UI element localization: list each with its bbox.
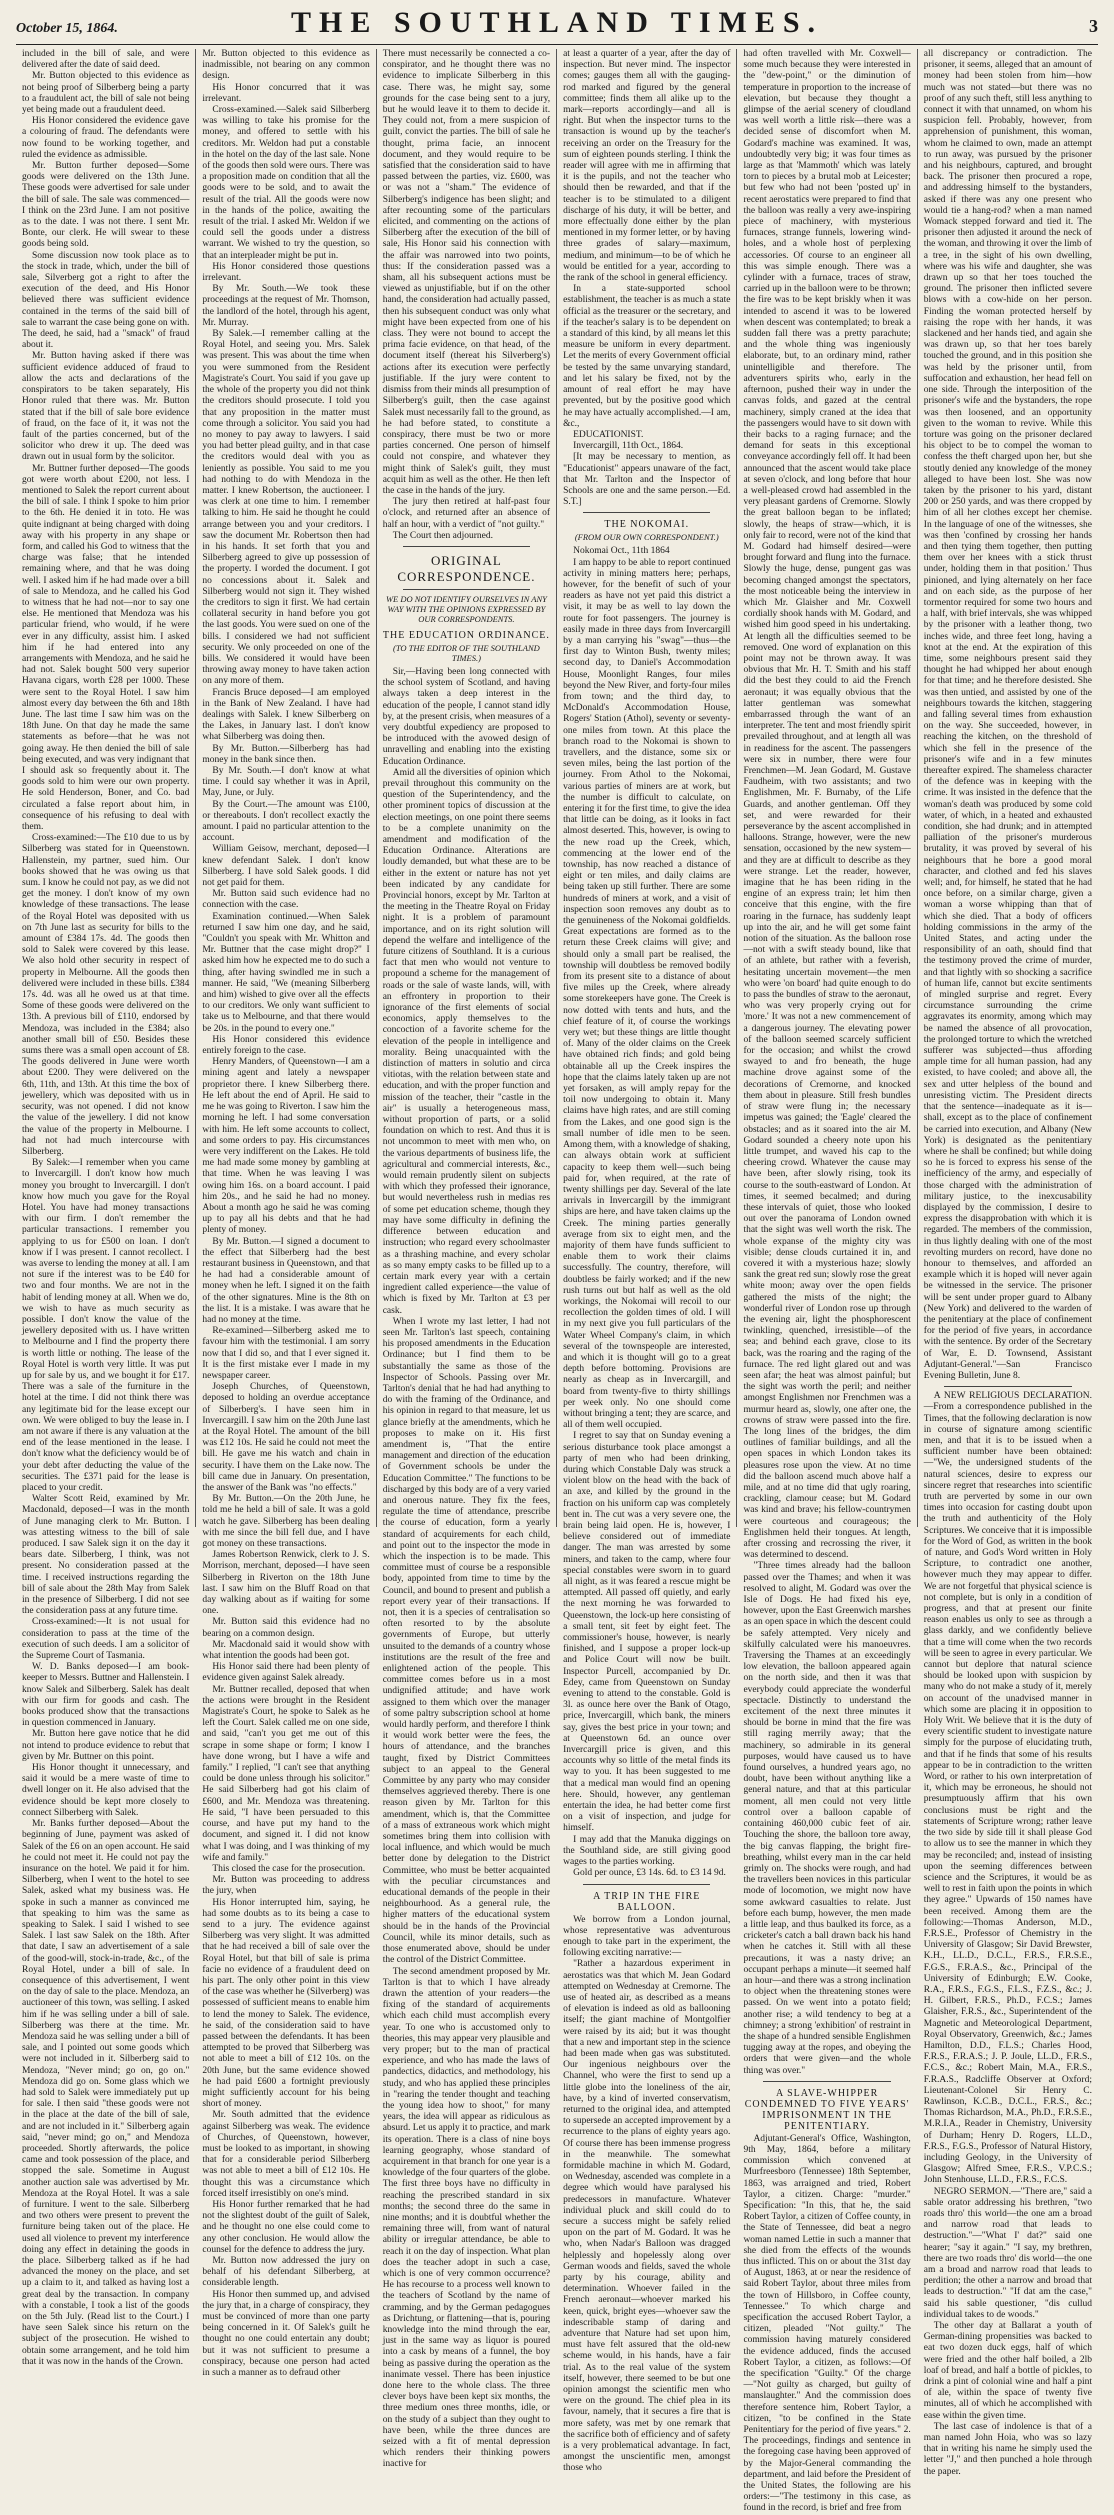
divider	[403, 589, 530, 590]
paragraph: There must necessarily be connected a co-conspirator, and he thought there was no evidence to implicate Silberberg in this case. There was, he might say, some grounds for the case being sent to a jury, but he would leave it to them to decide it. They could not, from a mere suspicion of guilt, convict the parties. The bill of sale he thought, prima facie, an innocent document, and they would require to be satisfied that the consideration said to have passed between the parties, viz. £600, was or was not a "sham." The evidence of Silberberg's indigence has been slight; and after recounting some of the particulars elicited, and commenting on the actions of Silberberg after the execution of the bill of sale, His Honor said his connection with the affair was narrowed into two points, thus: If the consideration passed was a sham, all his subsequent actions must be viewed as unjustifiable, but if on the other hand, the consideration had actually passed, then his subsequent conduct was only what might have been expected from one of his class. They were not bound to accept the prima facie evidence, on that head, of the document itself (thereat his Silverberg's) actions after its execution were perfectly justifiable. If the jury were content to dismiss from their minds all presumption of Silberberg's guilt, then the case against Salek must necessarily fall to the ground, as he had before stated, to constitute a conspiracy, there must be two or more parties concerned. One person of himself could not conspire, and whatever they might think of Salek's guilt, they must acquit him as well as the other. He then left the case in the hands of the jury.	[382, 49, 551, 496]
divider	[944, 1386, 1072, 1387]
paragraph: By Mr. South.—I don't know at what time. I could say whether it was in April, May, June, or July.	[202, 766, 370, 799]
paragraph: had often travelled with Mr. Coxwell—some much because they were interested in the "dew-point," or the diminution of temperature in proportion to the increase of elevation, but because they thought a glimpse of the aerial scenery of cloudland was well worth a little risk—there was a decided sense of discomfort when M. Godard's machine was examined. It was, undoubtedly very big; it was four times as large as that 'Mammoth' which was lately torn to pieces by a brutal mob at Leicester; but few who had not been 'posted up' in recent aerostatics were prepared to find that the balloon was really a very awe-inspiring piece of machinery, with mysterious furnaces, strange funnels, lowering wind-holes, and a whole host of perplexing accessories. Of course to an engineer all this was simple enough. There was a cylinder with a furnace, traces of straw, carried up in the balloon were to be thrown; the fire was to be kept briskly when it was intended to ascend it was to be lowered when descent was contemplated; to break a sudden fall there was a pretty parachute; and the whole thing was ingeniously elaborate, but, to an ordinary mind, rather unintelligible and therefore. The adventurers spirits who, early in the afternoon, pushed their way in under the canvas folds, and gazed at the central machinery, simply craned at the idea that the passengers would have to sit down with their backs to a raging furnace; and the demand for seats in this exceptional conveyance accordingly fell off. It had been announced that the ascent would take place at seven o'clock, and long before that hour a well-pleased crowd had assembled in the very pleasant gardens of Cremorne. Slowly the great balloon began to be inflated; slowly, the heaps of straw—which, it is only fair to record, were not of the kind that M. Godard had himself desired—were brought forward and flung into the furnace. Slowly the huge, dense, pungent gas was becoming changed amongst the spectators, the most noticeable being the interview in which Mr. Glaisher and Mr. Coxwell cordially shook hands with M. Godard, and wished him good speed in his undertaking. At length all the difficulties seemed to be removed. One word of explanation on this point may not be thrown away. It was obvious that Mr. H. T. Smith and his staff did the best they could to aid the French aeronaut; it was equally obvious that the latter gentleman was somewhat embarrassed through the want of an interpreter. The tent and most friendly spirit prevailed throughout, and at length all was in readiness for the ascent. The passengers were six in number, there were four Frenchmen—M. Jean Godard, M. Gustave Faudheim, with two assistants; and two Englishmen, Mr. F. Burnaby, of the Life Guards, and another gentleman. Off they set, and were rewarded for their perseverance by the ascent accomplished in halloons. Strange, however, were the new sensation, occasioned by the new system—and they are at difficult to describe as they were strange. Let the reader, however, imagine that he has been riding in the engine of an express train; let him then conceive that this engine, with the fire roaring in the furnace, has suddenly leapt up into the air, and he will get some faint notion of the situation. As the balloon rose—not with a swift steady bound, like that of an athlete, but rather with a feverish, hesitating uncertain movement—the men who were 'on board' had quite enough to do to pass the bundles of straw to the aeronaut, who was very properly crying out for 'more.' It was not a new commencement of a dangerous journey. The elevating power of the balloon seemed scarcely sufficient for the occasion; and whilst the crowd swayed to and fro beneath, the huge machine drove against some of the decorations of Cremorne, and knocked them about in pleasure. Still fresh bundles of straw were flung in; the necessary impetus was gained; the 'Eagle' cleared the obstacles; and as it soared into the air M. Godard sounded a cheery note upon his little trumpet, and waved his cap to the cheering crowd. Whatever the cause may have been, after slowly rising, took its course to the south-eastward of London. At times, it seemed becalmed; and during these intervals of quiet, those who looked out over the panorama of London owned that the sight was well worth the risk. The whole expanse of the mighty city was visible; dense clouds curtained it in, and covered it with a mysterious haze; slowly sank the great red sun; slowly rose the great white moon; away over the open fields gathered the mists of the night; the wonderful river of London rose up through the evening air, light the phosphorescent twinkling, quenched, irresistible—of the sea; and behind each grave, close to its back, was the roaring and the raging of the furnace. The red light glared out and was seen afar; the heat was almost painful; but the sight was worth the peril; and neither amongst Englishmen nor Frenchmen was a murmur heard as, slowly, one after one, the crowns of straw were passed into the fire. The long lines of the bridges, the dim outlines of familiar buildings, and all the open spaces in which London takes its pleasures rose upon the view. At no time did the balloon ascend much above half a mile, and at no time did that ugly roaring, crackling, clamour cease; but M. Godard was kind and brave; his fellow-countrymen were courteous and courageous; the Englishmen held their tongues. At length, after crossing and recrossing the river, it was determined to descend.	[743, 49, 911, 1561]
paragraph: Amid all the diversities of opinion which prevail throughout this community on the question of the Superintendency, and the other prominent topics of discussion at the election meetings, on one point there seems to be a complete unanimity on the amendment and modification of the Education Ordinance. Alterations are loudly demanded, but what these are to be either in the extent or nature has not yet been indicated by any candidate for Provincial honors, except by Mr. Tarlton at the meeting in the Theatre Royal on Friday night. It is a problem of paramount importance, and on its right solution will depend the welfare and intelligence of the future citizens of Southland. It is a curious fact that men who would not venture to propound a scheme for the management of roads or the sale of waste lands, will, with an effrontery in proportion to their ignorance of the first elements of social economics, apply themselves to the concoction of a favorite scheme for the elevation of the people in intelligence and morality. Being unacquainted with the distinction of matters in solutio and circa vitiotas, with the relation between state and education, and with the proper function and mission of the teacher, their "castle in the air" is usually a heterogeneous mass, without proportion of parts, or a solid foundation on which to rest. And thus it is not uncommon to meet with men who, on the various departments of business life, the agricultural and commercial interests, &c., would remain prudently silent on subjects with which they professed their ignorance, but would nevertheless rush in medias res of some pet education scheme, though they may have some difficulty in defining the difference between education and instruction; who regard every schoolmaster as a thrashing machine, and every scholar as so many empty casks to be filled up to a certain mark every year with a certain ingredient called experience—the value of which is fixed by Mr. Tarlton at £3 per cask.	[382, 767, 551, 1316]
paragraph: The other day at Ballarat a youth of German-dining propensities was backed to eat two dozen duck eggs, half of which were fried and the other half boiled, a 2lb loaf of bread, and half a bottle of pickles, to drink a pint of colonial wine and half a pint of ale, within the space of twenty five minutes, all of which he accomplished with ease within the given time.	[923, 2321, 1092, 2421]
paragraph: Mr. Button here gave notice that he did not intend to produce evidence to rebut that given by Mr. Buttner on this point.	[22, 1729, 190, 1762]
paragraph: Mr. Button objected to this evidence as inadmissible, not bearing on any common design.	[202, 49, 370, 82]
paragraph: His Honor thought it unnecessary, and said it would be a mere waste of time to dwell longer on it. He also advised that the evidence should be kept more closely to connect Silberberg with Salek.	[22, 1763, 190, 1818]
columns	[16, 49, 1098, 2514]
paragraph: His Honor considered the evidence gave a colouring of fraud. The defendants were now found to be working together, and ruled the evidence as admissible.	[22, 116, 190, 160]
divider	[763, 2081, 890, 2082]
paragraph: William Geisow, merchant, deposed—I knew defendant Salek. I don't know Silberberg. I have sold Salek goods. I did not get paid for them.	[202, 844, 370, 889]
paragraph: A NEW RELIGIOUS DECLARATION.—From a correspondence published in the Times, that the following declaration is now in course of signature among scientific men, and that it is to be issued when a sufficient number have been obtained:—"We, the undersigned students of the natural sciences, desire to express our sincere regret that researches into scientific truth are perverted by some in our own times into occasion for casting doubt upon the truth and authenticity of the Holy Scriptures. We conceive that it is impossible for the Word of God, as written in the book of nature, and God's Word written in Holy Scripture, to contradict one another, however much they may appear to differ. We are not forgetful that physical science is not complete, but is only in a condition of progress, and that at present our finite reason enables us only to see as through a glass darkly, and we confidently believe that a time will come when the two records will be seen to agree in every particular. We cannot but deplore that natural science should be looked upon with suspicion by many who do not make a study of it, merely on account of the unadvised manner in which some are placing it in opposition to Holy Writ. We believe that it is the duty of every scientific student to investigate nature simply for the purpose of elucidating truth, and that if he finds that some of his results appear to be in contradiction to the written Word, or rather to his own interpretation of it, which may be erroneous, he should not presumptuously affirm that his own conclusions must be right and the statements of Scripture wrong; rather leave the two side by side till it shall please God to allow us to see the manner in which they may be reconciled; and, instead of insisting upon the seeming differences between science and the Scriptures, it would be as well to rest in faith upon the points in which they agree." Upwards of 150 names have been received. Among them are the following:—Thomas Anderson, M.D., F.R.S.E., Professor of Chemistry in the University of Glasgow; Sir David Brewster, K.H., LL.D., D.C.L., F.R.S., F.R.S.E., F.G.S., F.R.A.S., &c., Principal of the University of Edinburgh; E.W. Cooke, R.A., F.R.S., F.G.S., F.L.S., F.Z.S., &c.; J. H. Gilbert, F.R.S., Ph.D., F.C.S.; James Glaisher, F.R.S., &c., Superintendent of the Magnetic and Meteorological Department, Royal Observatory, Greenwich, &c.; James Hamilton, D.D., F.L.S.; Charles Hood, F.R.S., F.R.A.S.; J. P. Joule, LL.D., F.R.S., F.C.S., &c.; Robert Main, M.A., F.R.S., F.R.A.S., Radcliffe Observer at Oxford; Lieutenant-Colonel Sir Henry C. Rawlinson, K.C.B., D.C.L., F.R.S., &c.; Thomas Richardson, M.A., Ph.D., F.R.S.E., M.R.I.A., Reader in Chemistry, University of Durham; Henry D. Rogers, LL.D., F.R.S., F.G.S., Professor of Natural History, including Geology, in the University of Glasgow; Alfred Smee, F.R.S., V.P.C.S.; John Stenhouse, LL.D., F.R.S., F.C.S.	[923, 1391, 1092, 2186]
paragraph: Adjutant-General's Office, Washington, 9th May, 1864, before a military commission which convened at Murfreesboro (Tennessee) 18th September, 1863, was arraigned and tried, Robert Taylor, a citizen. Charge: "murder." Specification: "In this, that he, the said Robert Taylor, a citizen of Coffee county, in the State of Tennessee, did beat a negro woman named Lettie in such a manner that she died from the effects of the wounds thus inflicted. This on or about the 31st day of August, 1863, at or near the residence of said Robert Taylor, about three miles from the town of Hillsboro, in Coffee county, Tennessee." To which charge and specification the accused Robert Taylor, a citizen, pleaded "Not guilty." The commission having maturely considered the evidence adduced, finds the accused Robert Taylor, a citizen, as follows:—Of the specification "Guilty." Of the charge—"Not guilty as charged, but guilty of manslaughter." And the commission does therefore sentence him, Robert Taylor, a citizen, "to be confined in the State Penitentiary for the period of five years." 2. The proceedings, findings and sentence in the foregoing case having been approved of by the Major-General commanding the department, and laid before the President of the United States, the following are his orders:—"The testimony in this case, as found in the record, is brief and free from	[743, 2133, 911, 2514]
paragraph: His Honor concurred that it was irrelevant.	[202, 82, 370, 104]
dateline: Nokomai Oct., 11th 1864	[573, 546, 670, 557]
paragraph: By Mr. South.—We took these proceedings at the request of Mr. Thomson, the landlord of the hotel, through his agent, Mr. Murray.	[202, 284, 370, 328]
paragraph: His Honor said there had been plenty of evidence given against Salek already.	[202, 1662, 370, 1684]
paragraph: I may add that the Manuka diggings on the Southland side, are still giving good wages to the parties working.	[563, 1834, 731, 1868]
paragraph: His Honor considered this evidence entirely foreign to the case.	[202, 1034, 370, 1057]
paragraph: By Salek:—I remember when you came to Invercargill. I don't know how much money you brought to Invercargill. I don't know how much you gave for the Royal Hotel. You have had money transactions with our firm. I don't remember the particular transactions. I remember you applying to us for £500 on loan. I don't know if I was present. I cannot recollect. I was averse to lending the money at all. I am not sure if the interest was to be £40 for two and four months. We are not in the habit of lending money at all. When we do, we wish to have as much security as possible. I don't know the value of the jewellery deposited with us. I have written to Melbourne and I find the property there is worth little or nothing. The lease of the Royal Hotel is worth very little. It was put up for sale by us, and we bought it for £17. There was a sale of the furniture in the hotel at the time. I did not think there was any legitimate bid for the lease except our own. We were obliged to buy the lease in. I am not aware if there is any valuation at the end of the lease mentioned in the lease. I don't know what the deficiency would be of your debt after deducting the value of the securities. The £371 paid for the lease is placed to your credit.	[22, 1158, 190, 1493]
article-heading-slave-whipper: A SLAVE-WHIPPER CONDEMNED TO FIVE YEARS' IMPRISONMENT IN THE PENITENTIARY.	[744, 2087, 910, 2132]
article-heading-education: THE EDUCATION ORDINANCE.	[382, 629, 550, 641]
paragraph: The last case of indolence is that of a man named John Hoia, who was so lazy that in writing his name he simply used the letter "J," and then punched a hole through the paper.	[923, 2421, 1092, 2477]
paragraph: Sir,—Having been long connected with the school system of Scotland, and having always taken a deep interest in the education of the people, I cannot stand idly by, at the present crisis, when measures of a very doubtful expediency are proposed to be introduced with the avowed design of unravelling and enabling into the existing Education Ordinance.	[382, 666, 551, 767]
column-2	[196, 49, 376, 2379]
paragraph: Francis Bruce deposed—I am employed in the Bank of New Zealand. I have had dealings with Salek. I knew Silberberg on the Lakes, in January last. I don't know what Silberberg was doing then.	[202, 687, 370, 743]
paragraph: By Mr. Button.—On the 20th June, he told me he held a bill of sale. It was a gold watch he gave. Silberberg has been dealing with me since the bill fell due, and I have got money on these transactions.	[202, 1494, 370, 1550]
paragraph: By Salek.—I remember calling at the Royal Hotel, and seeing you. Mrs. Salek was present. This was about the time when you were summoned from the Resident Magistrate's Court. You said if you gave up the whole of the property you did not think the creditors should prosecute. I told you that any proposition in the matter must come through a solicitor. You said you had no money to pay away to lawyers. I said you had better plead guilty, and in that case the creditors would deal with you as leniently as possible. You said to me you had nothing to do with Mendoza in the matter. I knew Robertson, the auctioneer. I was clerk at one time to him. I remember talking to him. He said he thought he could arrange between you and your creditors. I saw the document Mr. Robertson then had in his hands. It set forth that you and Silberberg agreed to give up possession of the property. I worded the document. I got no concessions about it. Salek and Silberberg would not sign it. They wished the creditors to sign it first. We had certain collateral security in hand before you got the last goods. You were sued on one of the bills. I considered we had not sufficient security. We only proceeded on one of the bills. We considered it would have been throwing away money to have taken action on any more of them.	[202, 329, 370, 687]
paragraph: Mr. Button now addressed the jury on behalf of his defendant Silberberg, at considerable length.	[202, 2256, 370, 2289]
paragraph: at least a quarter of a year, after the day of inspection. But never mind. The inspector comes; gauges them all with the gauging-rod marked and figured by the general committee; finds them all alike up to the mark—reports accordingly—and all is right. But when the inspector turns to the transaction is wound up by the teacher's receiving an order on the Treasury for the sum of eighteen pounds sterling. I think the reader will agree with me in affirming that it is the pupils, and not the teacher who should then be rewarded, and that if the teacher is to be stimulated to a diligent discharge of his duty, it will be better, and more effectually done either by the plan mentioned in my former letter, or by having three grades of salary—maximum, medium, and minimum—to be of which he would be entitled for a year, according to the rank of the school in general efficiency.	[563, 49, 731, 284]
column-4	[557, 49, 737, 2474]
column-1	[16, 49, 196, 2367]
letter-signature: EDUCATIONIST.	[573, 429, 644, 440]
paragraph: Cross-examined:—It is not usual for consideration to pass at the time of the execution of such deeds. I am a solicitor of the Supreme Court of Tasmania.	[22, 1617, 190, 1662]
masthead	[16, 6, 1098, 45]
paragraph: Mr. Button having asked if there was sufficient evidence adduced of fraud to allow the acts and declarations of the conspirators to be taken separately, His Honor ruled that there was. Mr. Button stated that if the bill of sale bore evidence of fraud, on the face of it, it was not the fault of the parties concerned, but of the solicitor who drew it up. The deed was drawn out in usual form by the solicitor.	[22, 351, 190, 463]
article-subheading: (TO THE EDITOR OF THE SOUTHLAND TIMES.)	[392, 642, 540, 663]
paragraph: By Mr. Button.—I signed a document to the effect that Silberberg had the best restaurant business in Queenstown, and that he had had a considerable amount of money when he left. I signed it on the faith of the other signatures. Mine is the 8th on the list. It is a mistake. I was aware that he had no money at the time.	[202, 1236, 370, 1325]
paragraph: Walter Scott Reid, examined by Mr. Macdonald, deposed—I was in the month of June managing clerk to Mr. Button. I was attesting witness to the bill of sale produced. I saw Salek sign it on the day it bears date. Silberberg, I think, was not present. No consideration passed at the time. I received instructions regarding the bill of sale about the 28th May from Salek in the presence of Silberberg. I did not see the consideration pass at any future time.	[22, 1494, 190, 1617]
column-6	[918, 49, 1098, 2477]
section-heading-correspondence: ORIGINAL CORRESPONDENCE.	[397, 552, 536, 584]
paragraph: Mr. Buttner further deposed—The goods got were worth about £200, not less. I mentioned to Salek the report current about the bill of sale. I think I spoke to him prior to the 6th. He denied it in toto. He was quite indignant at being charged with doing away with his property in any shape or form, and called his God to witness that the charge was false; that he intended remaining where, and that he was doing well. I asked him if he had made over a bill of sale to Mendoza, and he called his God to witness that he had not—nor to say one else. He mentioned that Mendoza was his particular friend, who would, if he were ever in any difficulty, assist him. I asked him if he had entered into any arrangements with Mendoza, and he said he had not. Salek bought 500 very superior Havana cigars, worth £28 per 1000. These were sent to the Royal Hotel. I saw him almost every day between the 6th and 18th June. The last time I saw him was on the 18th June. On that day he made the same statements as before—that he was not going away. He then denied the bill of sale being executed, and was very indignant that I should ask so frequently about it. The goods sold to him were our own property. He sold Henderson, Boner, and Co. bad circulated a false report about him, in consequence of his refusing to deal with them.	[22, 463, 190, 833]
article-heading-balloon: A TRIP IN THE FIRE BALLOON.	[593, 1890, 701, 1913]
column-5	[737, 49, 917, 2514]
paragraph: NEGRO SERMON.—"There are," said a sable orator addressing his brethren, "two roads thro' this world—the one am a broad and narrow road that leads to destruction."—"What I' dat?" said one hearer; "say it again." "I say, my brethren, there are two roads thro' dis world—the one am a broad and narrow road that leads to perdition; the other a narrow and broad that leads to destruction." "If dat am the case," said his sable questioner, "dis cullud individual takes to de woods."	[923, 2186, 1092, 2320]
paragraph: I regret to say that on Sunday evening a serious disturbance took place amongst a party of men who had been drinking, during which Constable Daly was struck a violent blow on the head with the back of an axe, and killed by the ground in the fraction on his uniform cap was completely bent in. The cut was a very severe one, the brain being laid open. He is, however, I believe considered out of immediate danger. The man was arrested by some miners, and taken to the camp, where four special constables were sworn in to guard all night, as it was feared a rescue might be attempted. All passed off quietly, and early the next morning he was forwarded to Queenstown, the lock-up here consisting of a small tent, sit feet by eight feet. The commissioner's house, however, is nearly finished, and I suppose a proper lock-up and Police Court will now be built. Inspector Purcell, accompanied by Dr. Edey, came from Queenstown on Sunday evening to attend to the constable. Gold is 3l. as ounce here over the Bank of Otago, price, Invercargill, which bank, the miners say, gives the best price in your town; and at Queenstown 6d. an ounce over Invercargill price is given, and this accounts why so little of the metal finds its way to you. It has been suggested to me that a medical man would find an opening here. Should, however, any gentleman entertain the idea, he had better come first on a visit of inspection, and judge for himself.	[563, 1431, 731, 1834]
paragraph: The second amendment proposed by Mr. Tarlton is that to which I have already drawn the attention of your readers—the fixing of the standard of acquirements which each child must accomplish every year. To one who is accustomed only to theories, this may appear very plausible and very proper; but to the man of practical experience, and who has made the laws of pandectics, didactics, and methodology, his study, and who has applied these principles in "rearing the tender thought and teaching the young idea how to shoot," for many years, the idea will appear as ridiculous as absurd. Let us apply it to practice, and mark its operation. There is a class of nine boys learning geography, whose standard of acquirement in that branch for one year is a knowledge of the four quarters of the globe. The first three boys have no difficulty in reaching the prescribed standard in six months; the second three do the same in nine months; and it is doubtful whether the remaining three will, from want of natural ability or irregular attendance, be able to reach it on the day of inspection. What plan does the teacher adopt in such a case, which is one of very common occurrence? He has recourse to a process well known to the teachers of Scotland by the name of cramming, and by the German pedagogues as Drichtung, or flattening—that is, pouring knowledge into the mind through the ear, just in the same way as liquor is poured into a cask by means of a funnel, the boy being as passive during the operation as the inanimate vessel. There has been injustice done here to the whole class. The three clever boys have been kept six months, the three medium ones three months, idle, or on the study of a subject than they ought to have been, while the three dunces are seized with a fit of mental depression which renders their thinking powers inactive for	[382, 1966, 551, 2470]
paragraph: This closed the case for the prosecution.	[212, 1863, 366, 1874]
column-3	[377, 49, 557, 2470]
paragraph: Some discussion now took place as to the stock in trade, which, under the bill of sale, Silverberg got a right to after the execution of the deed, and His Honor believed there was sufficient evidence contained in the terms of the said bill of sale to warrant the case being gone on with. The deed, he said, had a "smack" of fraud about it.	[22, 250, 190, 351]
paragraph: His Honor further remarked that he had not the slightest doubt of the guilt of Salek, and he thought no one else could come to any other conclusion. He would allow the counsel for the defence to address the jury.	[202, 2200, 370, 2255]
paragraph: W. D. Banks deposed—I am book-keeper to Messrs. Buttner and Hallenstein. I know Salek and Silberberg. Salek has dealt with our firm for goods and cash. The books produced show that the transactions in question commenced in January.	[22, 1662, 190, 1729]
paragraph: His Honor then summed up, and advised the jury that, in a charge of conspiracy, they must be convinced of more than one party being concerned in it. Of Salek's guilt he thought no one could entertain any doubt; but it was not sufficient to presume a conspiracy, because one person had acted in such a manner as to defraud other	[202, 2289, 370, 2379]
page-number: 3	[1089, 16, 1098, 36]
paragraph: His Honor interrupted him, saying, he had some doubts as to its being a case to send to a jury. The evidence against Silberberg was very slight. It was admitted that he had received a bill of sale over the Royal Hotel, but that bill of sale is prima facie no evidence of a fraudulent deed on his part. The only other point in this view of the case was whether he (Silverberg) was possessed of sufficient means to enable him to lend the money to Salek. The evidence, he said, of the consideration said to have passed between the defendants. It has been attempted to be proved that Silberberg was not able to meet a bill of £12 10s. on the 20th June, but the same evidence showed he had paid £600 a fortnight previously might sufficiently account for his being short of money.	[202, 1897, 370, 2110]
paragraph: His Honor considered those questions irrelevant.	[202, 261, 370, 284]
paragraph: Mr. Buttner recalled, deposed that when the actions were brought in the Resident Magistrate's Court, he spoke to Salek as he left the Court. Salek called me on one side, and said, "can't you get me out of this scrape in some shape or form; I know I have done wrong, but I have a wife and family." I replied, "I can't see that anything could be done unless through his solicitor." He said Silberberg had got his claim of £600, and Mr. Mendoza was threatening. He said, "I have been persuaded to this course, and have put my hand to the document, and signed it. I did not know what I was doing, and I was thinking of my wife and family."	[202, 1684, 370, 1863]
paragraph: The Court then adjourned.	[392, 530, 493, 541]
paragraph: Henry Manders, of Queenstown—I am a mining agent and lately a newspaper proprietor there. I knew Silberberg there. He left about the end of April. He said to me he was going to Riverton. I saw him the morning he left. I had some conversation with him. He left some accounts to collect, and some orders to pay. His circumstances were very indifferent on the Lakes. He told me had made some money by gambling at that time. When he was leaving I was owing him 16s. on a board account. I paid him 20s., and he said he had no money. About a month ago he said he was coming up to pay all his debts and that he had plenty of money.	[202, 1057, 370, 1236]
paragraph: James Robertson Renwick, clerk to J. S. Morrison, merchant, deposed—I have seen Silberberg in Riverton on the 18th June last. I saw him on the Bluff Road on that day walking about as if waiting for some one.	[202, 1550, 370, 1617]
paragraph: Gold per ounce, £3 14s. 6d. to £3 14 9d.	[573, 1868, 726, 1879]
newspaper-title: THE SOUTHLAND TIMES.	[290, 6, 824, 39]
paragraph: [It may be necessary to mention, as "Educationist" appears unaware of the fact, that Mr. Tarlton and the Inspector of Schools are one and the same person.—Ed. S.T.]	[563, 452, 731, 508]
issue-date: October 15, 1864.	[16, 21, 118, 36]
paragraph: Mr. Button was proceeding to address the jury, when	[202, 1875, 370, 1897]
paragraph: In a state-supported school establishment, the teacher is as much a state official as the treasurer or the secretary, and if the teacher's salary is to be dependent on a standard of this kind, by all means let this measure be uniform in every department. Let the merits of every Government official be tested by the same unvarying standard, and let his salary be fixed, not by the amount of real effort he may have prevented, but by the positive good which he may have actually accomplished.—I am, &c.,	[563, 284, 731, 429]
article-subheading: (FROM OUR OWN CORRESPONDENT.)	[574, 532, 719, 543]
divider	[583, 1884, 710, 1885]
paragraph: "Three times already had the balloon passed over the Thames; and when it was resolved to alight, M. Godard was over the Isle of Dogs. He had fixed his eye, however, upon the East Greenwich marshes as an open space in which the descent could be safely attempted. Very nicely and skilfully calculated were his manoeuvres. Traversing the Thames at an exceedingly low elevation, the balloon appeared again on the north side, and then it was that everybody could appreciate the wonderful spectacle. Distinctly to understand the excitement of the next three minutes it should be borne in mind that the fire was still raging merrily away; that the machinery, so admirable in its general purposes, would have caused us to have found ourselves, a hundred years ago, no doubt, have been without anything like a general nature, and that at this particular moment, all men could not very little control over a balloon capable of containing 460,000 cubic feet of air. Touching the shore, the balloon tore away, the big canvas flapping, the bright fire-breathing, whilst every man in the car held grimly on. The shocks were rough, and had the travellers been novices in this particular mode of locomotion, we might now have some awkward casualties to relate. Just before each bump, however, the men made a little leap, and thus baulked its force, as a cricketer's catch a ball drawn back his hand when he catches it. Still with all these precautions, it was a nasty drive; an occupant perhaps a minute—it seemed half an hour—and there was a strong inclination to object when the threatening stones were passed. On we went into a potato field; another rise; a wild tendency to beg at a chimney; a strong 'exhibition' of restraint in the shape of a hundred sensible Englishmen tugging away at the ropes, and obeying the orders that were given—and the whole thing was over."	[743, 1561, 911, 2076]
paragraph: Mr. Button objected to this evidence as not being proof of Silberberg being a party to a fraudulent act, the bill of sale not being yet being made out a fraudulent deed.	[22, 71, 190, 116]
paragraph: Joseph Churches, of Queenstown, deposed to holding an overdue acceptance of Silberberg's. I have seen him in Invercargill. I saw him on the 20th June last at the Royal Hotel. The amount of the bill was £12 10s. He said he could not meet the bill. He gave me his watch and chain in security. I have them on the Lake now. The bill came due in January. On presentation, the answer of the Bank was "no effects."	[202, 1382, 370, 1493]
paragraph: Mr. Banks further deposed—About the beginning of June, payment was asked of Salek of the £6 on an open account. He said he could not meet it. He could not pay the insurance on the hotel. We paid it for him. Silberberg, when I went to the hotel to see Salek, asked what my business was. He spoke in such a manner as convinced me that speaking to him was the same as speaking to Salek. I said I wished to see Salek. I last saw Salek on the 18th. After that date, I saw an advertisement of a sale of the good-will, stock-in-trade, &c., of the Royal Hotel, under a bill of sale. In consequence of this advertisement, I went on the day of sale to the place. Mendoza, an auctioneer of this town, was selling. I asked him if he was selling under a bill of sale. Silberberg was there at the time. Mr. Mendoza said he was selling under a bill of sale, and I pointed out some goods which were not included in it. Silberberg said to Mendoza, "Never mind; go on, go on." Mendoza did go on. Some glass which we had sold to Salek were immediately put up for sale. I then said "these goods were not in the place at the date of the bill of sale, and are not included in it." Silberberg again said, "never mind; go on," and Mendoza proceeded. Shortly afterwards, the police came and took possession of the place, and stopped the sale. Sometime in August another auction sale was advertised by Mr. Mendoza at the Royal Hotel. It was a sale of furniture. I went to the sale. Silberberg and two others were present to prevent the furniture being taken out of the place. He used all violence to prevent my interference doing any effect in detaining the goods in the place. Silberberg talked as if he had advanced the money on the place, and set up a claim to it, and talked as having lost a great deal by the transaction. In company with a constable, I took a list of the goods on the 5th July. (Read list to the Court.) I have seen Salek since his return on the subject of the prosecution. He wished to obtain some arrangement, and he told him that it was now in the hands of the Crown.	[22, 1819, 190, 2367]
divider	[403, 546, 530, 547]
section-disclaimer: WE DO NOT IDENTIFY OURSELVES IN ANY WAY WITH THE OPINIONS EXPRESSED BY OUR CORRESPONDENTS.	[385, 593, 547, 624]
paragraph: Cross-examined.—Salek said Silberberg was willing to take his promise for the money, and offered to settle with his creditors. Mr. Weldon had put a constable in the hotel on the day of the last sale. None of the goods then sold were ours. There was a proposition made on condition that all the goods were to be sold, and to await the result of the trial. All the goods were now in the hands of the police, awaiting the result of the trial. I asked Mr. Weldon if we could sell the goods under a distress warrant. We wished to try the question, so that an interpleader might be put in.	[202, 105, 370, 261]
paragraph: Mr. South admitted that the evidence against Silberberg was weak. The evidence of Churches, of Queenstown, however, must be looked to as important, in showing that for a considerable period Silberberg was not able to meet a bill of £12 10s. He thought this was a circumstance which forced itself irresistibly on one's mind.	[202, 2110, 370, 2199]
paragraph: We borrow from a London journal, whose representative was adventurous enough to take part in the experiment, the following exciting narrative:—	[563, 1914, 731, 1959]
paragraph: Re-examined—Silberberg asked me to favour him with the testimonial. I am sorry now that I did so, and that I ever signed it. It is the first mistake ever I made in my newspaper career.	[202, 1326, 370, 1381]
divider	[583, 512, 710, 513]
paragraph: Examination continued.—When Salek returned I saw him one day, and he said, "Couldn't you speak with Mr. Whitton and Mr. Buttner that the case might drop?" I asked him how he expected me to do such a thing, after having swindled me in such a manner. He said, "We (meaning Silberberg and him) wished to give over all the effects to our creditors. We only want sufficient to take us to Melbourne, and that there would be 20s. in the pound to every one."	[202, 911, 370, 1034]
paragraph: By Mr. Button.—Silberberg has had money in the bank since then.	[202, 743, 370, 765]
article-heading-nokomai: THE NOKOMAI.	[604, 519, 690, 531]
paragraph: Mr. Button further deposed—Some goods were delivered on the 13th June. These goods were advertised for sale under the bill of sale. The sale was commenced—I think on the 23rd June. I am not positive as to the date. I was not there. I sent Mr. Bonte, our clerk. He will swear to these goods being sold.	[22, 161, 190, 250]
paragraph: "Rather a hazardous experiment in aerostatics was that which M. Jean Godard attempted on Wednesday at Cremorne. The use of heated air, as described as a means of elevation is indeed as old as ballooning itself; the giant machine of Montgolfier were raised by its aid; but it was thought that a new and important step in the science had been made when gas was substituted. Our ingenious neighbours over the Channel, who were the first to send up a little globe into the loneliness of the air, have, by a kind of inverted conservatism, returned to the original idea, and attempted to supersede an accepted improvement by a recurrence to the plans of eighty years ago. Of course there has been immense progress in the meanwhile. The somewhat formidable machine in which M. Godard, on Wednesday, ascended was complete in a degree which would have paralysed his predecessors in manufacture. Whatever individual pluck and skill could do to secure a success might be safely relied upon on the part of M. Godard. It was he who, when Nadar's Balloon was dragged helplessly and hopelessly along over German woods and fields, saved the whole party by his courage, ability and determination. Whoever failed in the French aeronaut—whoever marked his keen, quick, bright eyes—whoever saw the indescribable stamp of daring and adventure that Nature had set upon him, must have felt assured that the old-new scheme would, in his hands, have a fair trial. As to the real value of the system itself, however, there seemed to be but one opinion amongst the scientific men who were on the ground. The chief plea in its favour, namely, that it secures a fire that is more safety, was met by one remark that the sacrifice both of efficiency and of safety is a very problematical advantage. In fact, amongst the unscientific men, amongst those who	[563, 1959, 731, 2474]
paragraph: Invercargill, 11th Oct., 1864.	[573, 441, 684, 452]
paragraph: By the Court.—The amount was £100, or thereabouts. I don't recollect exactly the amount. I paid no particular attention to the account.	[202, 799, 370, 844]
paragraph: Cross-examined:—The £10 due to us by Silberberg was stated for in Queenstown. Hallenstein, my partner, sued him. Our books showed that he was owing us that sum. I know he could not pay, as we did not get the money. I don't know of my own knowledge of these transactions. The lease of the Royal Hotel was deposited with us on 7th June last as security for bills to the amount of £384 17s. 4d. The goods then sold to Salek were covered by this lease. We also hold other security in respect of property in Melbourne. All the goods then delivered were included in these bills. £384 17s. 4d. was all he owed us at that time. Some of these goods were delivered on the 13th. A previous bill of £110, endorsed by Mendoza, was included in the £384; also another small bill of £50. Besides these sums there was a small open account of £8. The goods delivered in June were worth about £200. They were delivered on the 6th, 11th, and 13th. At this time the box of jewellery, which was deposited with us in security, was not opened. I did not know the value of the jewellery. I did not know the value of the property in Melbourne. I had not had much intercourse with Silberberg.	[22, 833, 190, 1157]
paragraph: Mr. Button said such evidence had no connection with the case.	[202, 889, 370, 911]
paragraph: Mr. Button said this evidence had no bearing on a common design.	[202, 1617, 370, 1639]
paragraph: I am happy to be able to report continued activity in mining matters here; perhaps, however, for the benefit of such of your readers as have not yet paid this district a visit, it may be as well to lay down the route for foot passengers. The journey is easily made in three days from Invercargill by a man carrying his "swag"—thus—the first day to Winton Bush, twenty miles; second day, to Daniel's Accommodation House, Moonlight Ranges, four miles beyond the New River, and forty-four miles from town; and the third day, to McDonald's Accommodation House, Rogers' Station (Athol), seventy or seventy-one miles from town. At this place the branch road to the Nokomai is shown to travellers, and the distance, some six or seven miles, being the last portion of the journey. From Athol to the Nokomai, various parties of miners are at work, but the number is difficult to calculate, on entering it for the first time, to give the idea that little can be doing, as it looks in fact almost deserted. This, however, is owing to the new road up the Creek, which, commencing at the lower end of the township, has now reached a distance of eight or ten miles, and daily claims are being taken up still further. There are some hundreds of miners at work, and a visit of inspection soon removes any doubt as to the genuineness of the Nokomai goldfields. Great expectations are formed as to the return these Creek claims will give; and should only a small part be realised, the township will doubtless be removed bodily from its present site to a distance of about five miles up the Creek, where already some storekeepers have gone. The Creek is now dotted with tents and huts, and the chief feature of it, of course the workings very wet; but these things are little thought of. Many of the older claims on the Creek have obtained rich finds; and gold being obtainable all up the Creek inspires the hope that the claims lately taken up are not yet forsaken, as will amply repay for the toil now undergoing to obtain it. Many claims have high rates, and are still coming from the Lakes, and one good sign is the small number of idle men to be seen. Among them, with a knowledge of shaking, can always obtain work at sufficient capacity to keep them well—such being paid for, when required, at the rate of twenty shillings per day. Several of the late arrivals in Invercargill by the immigrant ships are here, and have taken claims up the Creek. The mining parties generally average from six to eight men, and the majority of them have funds sufficient to enable them to work their claims successfully. The country, therefore, will doubtless be fairly worked; and if the new rush turns out but half as well as the old workings, the Nokomai will recoil to our recollection the golden times of old. I will in my next give you full particulars of the Water Wheel Company's claim, in which several of the townspeople are interested, and which it is thought will go to a great depth before bottoming. Provisions are nearly as cheap as in Invercargill, and board from twenty-five to thirty shillings per week only. No one should come without bringing a tent; they are scarce, and all of them well occupied.	[563, 557, 731, 1431]
paragraph: The jury then retired at half-past four o'clock, and returned after an absence of half an hour, with a verdict of "not guilty."	[382, 497, 551, 530]
paragraph: all discrepancy or contradiction. The prisoner, it seems, alleged that an amount of money had been stolen from him—how much was not stated—but there was no proof of any such theft, still less anything to connect it with that unnamed, on whom his suspicion fell. Probably, however, from apprehension of punishment, this woman, whom he claimed to own, made an attempt to run away, was pursued by the prisoner and his neighbours, captured, and brought back. The prisoner then procured a rope, and addressing himself to the bystanders, asked if there was any one present who would tie a hang-rod? when a man named Womack stepped forward and tied it. The prisoner then adjusted it around the neck of the woman, and throwing it over the limb of a tree, in the sight of his own dwelling, where was his wife and daughter, she was drawn up so that her toes touched the ground. The prisoner then inflicted severe blows with a cow-hide on her person. Finding the woman protected herself by raising the rope with her hands, it was slackened and her hands tied, and again she was drawn up, so that her toes barely touched the ground, and in this position she was held by the prisoner until, from suffocation and exhaustion, her head fell on one side. Through the interposition of the prisoner's wife and the bystanders, the rope was then loosened, and an opportunity given to the woman to revive. While this torture was going on the prisoner declared his object to be to compel the woman to confess the theft charged upon her, but she stoutly denied any knowledge of the money alleged to have been lost. She was now taken by the prisoner to his yard, distant 200 or 250 yards, and was there cropped by him of all her clothes except her chemise. In the language of one of the witnesses, she was then 'confined by crossing her hands and then tying them together, then putting them over her knees with a stick thrust under, holding them in that position.' Thus pinioned, and lying alternately on her face and on each side, as the purpose of her tormentor required for some two hours and a half, with brief intervals, she was whipped by the prisoner with a leather thong, two inches wide, and three feet long, having a knot at the end. At the expiration of this time, some neighbours present said they thought he had whipped her about enough for that time; and he therefore desisted. She was then untied, and assisted by one of the neighbours towards the kitchen, staggering and falling several times from exhaustion on the way. She succeeded, however, in reaching the kitchen, on the threshold of which she fell in the presence of the prisoner's wife and in a few minutes thereafter expired. The shameless character of the defence was in keeping with the crime. It was insisted in the defence that the woman's death was produced by some cold water, of which, in a heated and exhausted condition, she had drunk; and in attempted palliation of the prisoner's murderous brutality, it was proved by several of his neighbours that he bore a good moral character, and clothed and fed his slaves well; and, for himself, he stated that he had once before, on a similar charge, given a woman a worse whipping than that of which she died. That a body of officers holding commissions in the army of the United States, and acting under the responsibility of an oath, should find that the testimony proved the crime of murder, and that lightly with so shocking a sacrifice of human life, cannot but excite sentiments of mingled surprise and regret. Every circumstance surrounding the crime aggravates its enormity, among which may be named the absence of all provocation, the prolonged torture to which the wretched sufferer was subjected—thus affording ample time for all human passion, had any existed, to have cooled; and above all, the sex and utter helpless of the bound and unresisting victim. The President directs that the sentence—inadequate as it is—shall, except as to the place of confinement be carried into execution, and Albany (New York) is designated as the penitentiary where he shall be confined; but while doing so he is forced to express his sense of the inefficiency of the army, and especially of those charged with the administration of military justice, to the inexcusability displayed by the commission, I desire to express the disapprobation with which it is regarded. The members of the commission, in thus lightly dealing with one of the most revolting murders on record, have done no honour to themselves, and afforded an example which it is hoped will never again be witnessed in the service. The prisoner will be sent under proper guard to Albany (New York) and delivered to the warden of the penitentiary at the place of confinement for the period of five years, in accordance with the sentence. By order of the Secretary of War, E. D. Townsend, Assistant Adjutant-General."—San Francisco Evening Bulletin, June 8.	[923, 49, 1092, 1381]
paragraph: Mr. Macdonald said it would show with what intention the goods had been got.	[202, 1639, 370, 1662]
paragraph: When I wrote my last letter, I had not seen Mr. Tarlton's last speech, containing his proposed amendments in the Education Ordinance; but I find them to be substantially the same as those of the Inspector of Schools. Passing over Mr. Tarlton's denial that he had had anything to do with the framing of the Ordinance, and his opinion in regard to that measure, let us glance briefly at the amendments, which he proposes to make on it. His first amendment is, "That the entire management and direction of the education of Government schools be under the Education Committee." The functions to be discharged by this body are of a very varied and onerous nature. They fix the fees, regulate the time of attendance, prescribe the course of education, form a yearly standard of acquirements for each child, and point out to the inspector the mode in which the inspection is to be made. This committee must of course be a responsible body, appointed from time to time by the Council, and bound to present and publish a report every year of their transactions. If not, then it is a species of centralisation so often resorted to by the absolute governments of Europe, but utterly unsuited to the demands of a country whose institutions are the result of the free and enlightened action of the people. This committee comes before us in a most undignified attitude; and have work assigned to them which over the manager of some paltry subscription school at home would hardly perform, and therefore I think it would work better were the fees, the hours of attendance, and the branches taught, fixed by District Committees subject to an appeal to the General Committee by any party who may consider themselves aggrieved thereby. There is one reason given by Mr. Tarlton for this amendment, which is, that the Committee of a mass of extraneous work which might sometimes bring them into collision with local influence, and which would be much better done by delegation to the District Committee, who must be better acquainted with the peculiar circumstances and educational demands of the people in their neighbourhood. As a general rule, the higher matters of the educational system should be in the hands of the Provincial Council, while its minor details, such as those enumerated above, should be under the control of the District Committee.	[382, 1316, 551, 1966]
paragraph: included in the bill of sale, and were delivered after the date of said deed.	[22, 49, 190, 71]
